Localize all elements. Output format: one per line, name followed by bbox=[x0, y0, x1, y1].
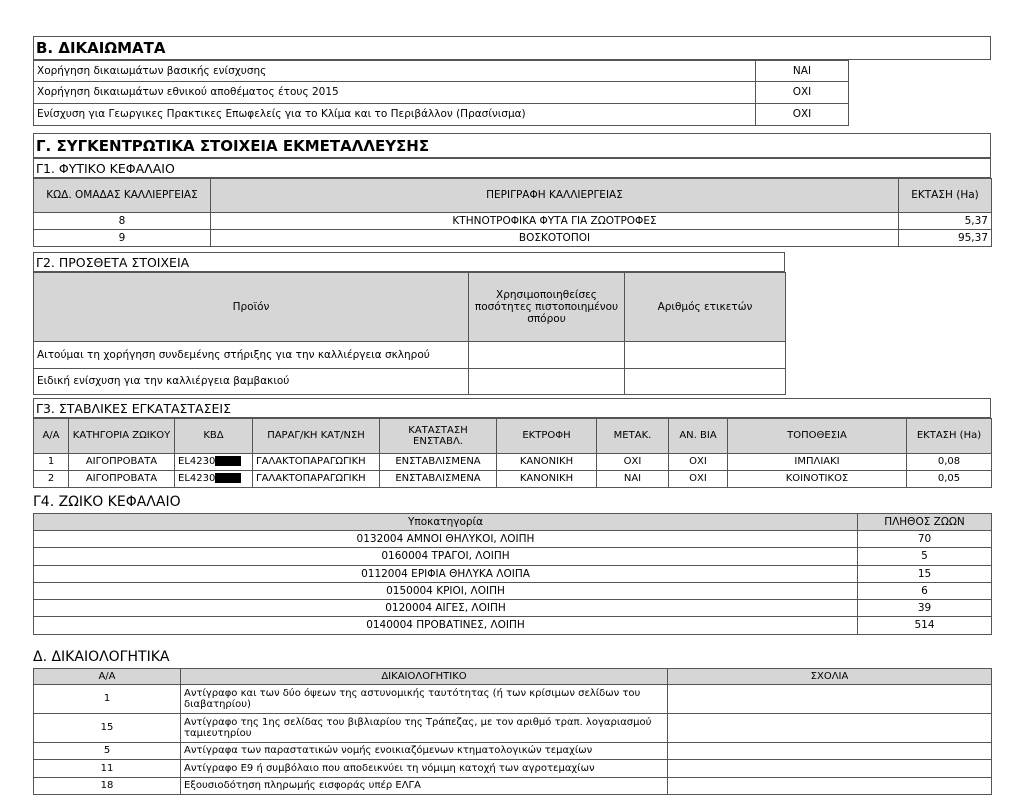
table-row bbox=[34, 583, 992, 600]
rights-row bbox=[34, 104, 849, 126]
section-d-title: Δ. ΔΙΚΑΙΟΛΟΓΗΤΙΚΑ bbox=[33, 649, 170, 665]
g3-header-kvd: ΚΒΔ bbox=[175, 419, 253, 454]
g3-table bbox=[33, 418, 992, 488]
g1-table bbox=[33, 178, 992, 247]
table-row bbox=[34, 600, 992, 617]
d-aa: 5 bbox=[34, 743, 181, 760]
g3-header-aa: Α/Α bbox=[34, 419, 69, 454]
g3-state: ΕΝΣΤΑΒΛΙΣΜΕΝΑ bbox=[380, 454, 497, 471]
g4-header-sub: Υποκατηγορία bbox=[34, 514, 858, 531]
g2-qty bbox=[469, 342, 625, 369]
g3-aa: 2 bbox=[34, 471, 69, 488]
g4-count: 514 bbox=[858, 617, 992, 635]
d-aa: 15 bbox=[34, 714, 181, 743]
g3-rear: ΚΑΝΟΝΙΚΗ bbox=[497, 471, 597, 488]
g3-header-move: ΜΕΤΑΚ. bbox=[597, 419, 669, 454]
redaction-block bbox=[215, 456, 241, 466]
g2-header-labels: Αριθμός ετικετών bbox=[625, 273, 786, 342]
g1-code: 8 bbox=[34, 213, 211, 230]
g4-title: Γ4. ΖΩΙΚΟ ΚΕΦΑΛΑΙΟ bbox=[33, 494, 181, 510]
g4-sub: 0132004 ΑΜΝΟΙ ΘΗΛΥΚΟΙ, ΛΟΙΠΗ bbox=[34, 531, 858, 548]
g3-header-prod: ΠΑΡΑΓ/ΚΗ ΚΑΤ/ΝΣΗ bbox=[253, 419, 380, 454]
rights-value: ΟΧΙ bbox=[756, 82, 849, 104]
d-comment bbox=[668, 743, 992, 760]
g3-cat: ΑΙΓΟΠΡΟΒΑΤΑ bbox=[69, 454, 175, 471]
documents-table bbox=[33, 668, 992, 795]
g4-count: 70 bbox=[858, 531, 992, 548]
g1-desc: ΚΤΗΝΟΤΡΟΦΙΚΑ ΦΥΤΑ ΓΙΑ ΖΩΟΤΡΟΦΕΣ bbox=[211, 213, 899, 230]
g1-header-code: ΚΩΔ. ΟΜΑΔΑΣ ΚΑΛΛΙΕΡΓΕΙΑΣ bbox=[34, 179, 211, 213]
g3-kvd-cell bbox=[175, 471, 253, 488]
g1-title: Γ1. ΦΥΤΙΚΟ ΚΕΦΑΛΑΙΟ bbox=[33, 158, 991, 178]
g1-area: 95,37 bbox=[899, 230, 992, 247]
g3-kvd-cell bbox=[175, 454, 253, 471]
d-comment bbox=[668, 760, 992, 778]
g3-header-rear: ΕΚΤΡΟΦΗ bbox=[497, 419, 597, 454]
rights-label: Χορήγηση δικαιωμάτων εθνικού αποθέματος έτους 2015 bbox=[34, 82, 756, 104]
d-doc: Εξουσιοδότηση πληρωμής εισφοράς υπέρ ΕΛΓΑ bbox=[181, 778, 668, 795]
g3-rear: ΚΑΝΟΝΙΚΗ bbox=[497, 454, 597, 471]
g3-header-loc: ΤΟΠΟΘΕΣΙΑ bbox=[728, 419, 907, 454]
g1-desc: ΒΟΣΚΟΤΟΠΟΙ bbox=[211, 230, 899, 247]
g2-label: Αιτούμαι τη χορήγηση συνδεμένης στήριξης για την καλλιέργεια σκληρού bbox=[34, 342, 469, 369]
g3-prod: ΓΑΛΑΚΤΟΠΑΡΑΓΩΓΙΚΗ bbox=[253, 471, 380, 488]
g4-sub: 0112004 ΕΡΙΦΙΑ ΘΗΛΥΚΑ ΛΟΙΠΑ bbox=[34, 566, 858, 583]
rights-label: Χορήγηση δικαιωμάτων βασικής ενίσχυσης bbox=[34, 61, 756, 82]
g4-sub: 0120004 ΑΙΓΕΣ, ΛΟΙΠΗ bbox=[34, 600, 858, 617]
d-aa: 18 bbox=[34, 778, 181, 795]
d-header-comment: ΣΧΟΛΙΑ bbox=[668, 669, 992, 685]
g3-bia: ΟΧΙ bbox=[669, 471, 728, 488]
g4-count: 5 bbox=[858, 548, 992, 566]
g2-label: Ειδική ενίσχυση για την καλλιέργεια βαμβακιού bbox=[34, 369, 469, 395]
table-row bbox=[34, 230, 992, 247]
table-row bbox=[34, 566, 992, 583]
rights-label: Ενίσχυση για Γεωργικες Πρακτικες Επωφελείς για το Κλίμα και το Περιβάλλον (Πρασίνισμα) bbox=[34, 104, 756, 126]
g2-header-qty: Χρησιμοποιηθείσες ποσότητες πιστοποιημένου σπόρου bbox=[469, 273, 625, 342]
rights-row bbox=[34, 82, 849, 104]
g3-header-cat: ΚΑΤΗΓΟΡΙΑ ΖΩΙΚΟΥ bbox=[69, 419, 175, 454]
g3-bia: ΟΧΙ bbox=[669, 454, 728, 471]
g2-labels bbox=[625, 369, 786, 395]
rights-row bbox=[34, 61, 849, 82]
g3-header-area: ΕΚΤΑΣΗ (Ha) bbox=[907, 419, 992, 454]
table-row bbox=[34, 342, 786, 369]
section-b-title: Β. ΔΙΚΑΙΩΜΑΤΑ bbox=[33, 36, 991, 60]
g1-code: 9 bbox=[34, 230, 211, 247]
redaction-block bbox=[215, 473, 241, 483]
g3-move: ΝΑΙ bbox=[597, 471, 669, 488]
g4-table bbox=[33, 513, 992, 635]
d-header-aa: Α/Α bbox=[34, 669, 181, 685]
g2-title: Γ2. ΠΡΟΣΘΕΤΑ ΣΤΟΙΧΕΙΑ bbox=[33, 252, 785, 272]
g3-kvd: EL4230 bbox=[178, 473, 216, 485]
d-doc: Αντίγραφο Ε9 ή συμβόλαιο που αποδεικνύει τη νόμιμη κατοχή των αγροτεμαχίων bbox=[181, 760, 668, 778]
g4-header-count: ΠΛΗΘΟΣ ΖΩΩΝ bbox=[858, 514, 992, 531]
table-row bbox=[34, 454, 992, 471]
table-row bbox=[34, 531, 992, 548]
table-row bbox=[34, 617, 992, 635]
g3-area: 0,08 bbox=[907, 454, 992, 471]
g2-header-product: Προϊόν bbox=[34, 273, 469, 342]
table-row bbox=[34, 714, 992, 743]
g3-kvd: EL4230 bbox=[178, 456, 216, 468]
d-header-doc: ΔΙΚΑΙΟΛΟΓΗΤΙΚΟ bbox=[181, 669, 668, 685]
g4-sub: 0160004 ΤΡΑΓΟΙ, ΛΟΙΠΗ bbox=[34, 548, 858, 566]
table-row bbox=[34, 369, 786, 395]
table-row bbox=[34, 548, 992, 566]
g3-header-state: ΚΑΤΑΣΤΑΣΗ ΕΝΣΤΑΒΛ. bbox=[380, 419, 497, 454]
d-comment bbox=[668, 685, 992, 714]
rights-table bbox=[33, 60, 849, 126]
d-comment bbox=[668, 778, 992, 795]
g3-cat: ΑΙΓΟΠΡΟΒΑΤΑ bbox=[69, 471, 175, 488]
g4-count: 6 bbox=[858, 583, 992, 600]
g4-count: 39 bbox=[858, 600, 992, 617]
table-row bbox=[34, 778, 992, 795]
g3-header-bia: ΑΝ. ΒΙΑ bbox=[669, 419, 728, 454]
d-doc: Αντίγραφο της 1ης σελίδας του βιβλιαρίου της Τράπεζας, με τον αριθμό τραπ. λογαριασμού ταμιευτηρίου bbox=[181, 714, 668, 743]
d-aa: 11 bbox=[34, 760, 181, 778]
rights-value: ΟΧΙ bbox=[756, 104, 849, 126]
g1-header-area: ΕΚΤΑΣΗ (Ha) bbox=[899, 179, 992, 213]
d-doc: Αντίγραφα των παραστατικών νομής ενοικιαζόμενων κτηματολογικών τεμαχίων bbox=[181, 743, 668, 760]
g3-loc: ΚΟΙΝΟΤΙΚΟΣ bbox=[728, 471, 907, 488]
g3-prod: ΓΑΛΑΚΤΟΠΑΡΑΓΩΓΙΚΗ bbox=[253, 454, 380, 471]
d-comment bbox=[668, 714, 992, 743]
g4-sub: 0140004 ΠΡΟΒΑΤΙΝΕΣ, ΛΟΙΠΗ bbox=[34, 617, 858, 635]
g3-area: 0,05 bbox=[907, 471, 992, 488]
d-doc: Αντίγραφο και των δύο όψεων της αστυνομικής ταυτότητας (ή των κρίσιμων σελίδων του διαβατηρίου) bbox=[181, 685, 668, 714]
g3-loc: ΙΜΠΛΙΑΚΙ bbox=[728, 454, 907, 471]
section-g-title: Γ. ΣΥΓΚΕΝΤΡΩΤΙΚΑ ΣΤΟΙΧΕΙΑ ΕΚΜΕΤΑΛΛΕΥΣΗΣ bbox=[33, 133, 991, 158]
g1-header-desc: ΠΕΡΙΓΡΑΦΗ ΚΑΛΛΙΕΡΓΕΙΑΣ bbox=[211, 179, 899, 213]
table-row bbox=[34, 685, 992, 714]
g1-area: 5,37 bbox=[899, 213, 992, 230]
g4-sub: 0150004 ΚΡΙΟΙ, ΛΟΙΠΗ bbox=[34, 583, 858, 600]
table-row bbox=[34, 760, 992, 778]
g3-aa: 1 bbox=[34, 454, 69, 471]
g3-title: Γ3. ΣΤΑΒΛΙΚΕΣ ΕΓΚΑΤΑΣΤΑΣΕΙΣ bbox=[33, 398, 991, 418]
g3-state: ΕΝΣΤΑΒΛΙΣΜΕΝΑ bbox=[380, 471, 497, 488]
g2-table bbox=[33, 272, 786, 395]
g4-count: 15 bbox=[858, 566, 992, 583]
g2-labels bbox=[625, 342, 786, 369]
d-aa: 1 bbox=[34, 685, 181, 714]
rights-value: ΝΑΙ bbox=[756, 61, 849, 82]
table-row bbox=[34, 471, 992, 488]
table-row bbox=[34, 213, 992, 230]
table-row bbox=[34, 743, 992, 760]
g3-move: ΟΧΙ bbox=[597, 454, 669, 471]
g2-qty bbox=[469, 369, 625, 395]
